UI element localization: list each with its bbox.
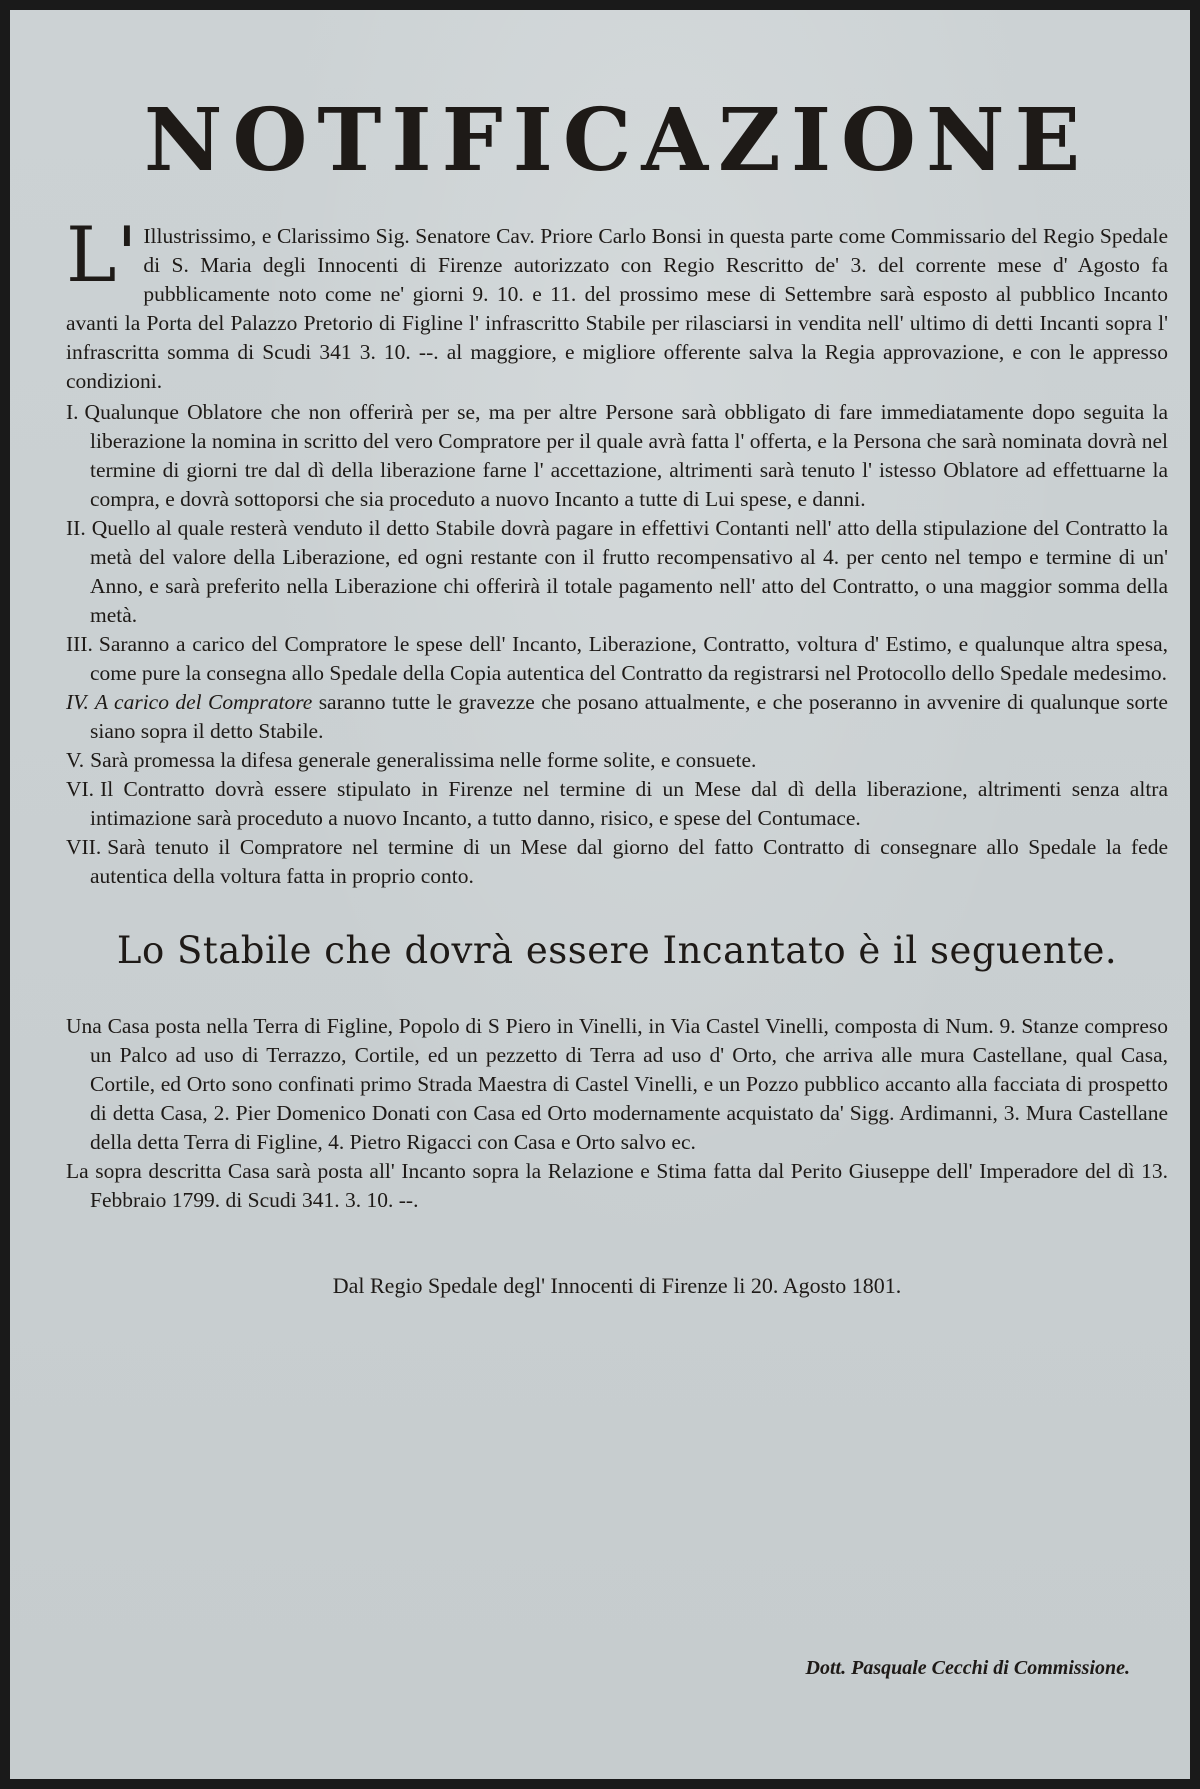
- condition-italic-lead: A carico del Compratore: [94, 690, 313, 714]
- condition-number: VI.: [66, 777, 95, 801]
- condition-item: [66, 775, 1168, 833]
- dateline: Dal Regio Spedale degl' Innocenti di Firenze li 20. Agosto 1801.: [332, 1273, 902, 1298]
- condition-number: II.: [66, 516, 86, 540]
- condition-text: saranno tutte le gravezze che posano attualmente, e che poseranno in avvenire di qualunque sorte siano sopra il detto Stabile.: [90, 690, 1168, 743]
- intro-paragraph: [66, 210, 1168, 396]
- section-subheading: Lo Stabile che dovrà essere Incantato è il seguente.: [116, 929, 1118, 972]
- condition-item: [66, 398, 1168, 514]
- conditions-list: [66, 398, 1168, 891]
- document-title: NOTIFICAZIONE: [143, 90, 1091, 191]
- condition-text: Sarà tenuto il Compratore nel termine di un Mese dal giorno del fatto Contratto di consegnare allo Spedale la fede autentica della voltura fatta in proprio conto.: [90, 835, 1168, 888]
- condition-item: [66, 630, 1168, 688]
- condition-text: Saranno a carico del Compratore le spese dell' Incanto, Liberazione, Contratto, voltura d' Estimo, e qualunque altra spesa, come pure la consegna allo Spedale della Copia autentica del Contratto da registrarsi nel Protocollo dello Spedale medesimo.: [90, 632, 1168, 685]
- condition-number: VII.: [66, 835, 102, 859]
- condition-text: Sarà promessa la difesa generale generalissima nelle forme solite, e consuete.: [90, 748, 757, 772]
- condition-number: I.: [66, 400, 79, 424]
- condition-item: [66, 514, 1168, 630]
- condition-text: Qualunque Oblatore che non offerirà per se, ma per altre Persone sarà obbligato di fare immediatamente dopo seguita la liberazione la nomina in scritto del vero Compratore per il quale avrà fatta l' offerta, e la Persona che sarà nominata dovrà nel termine di giorni tre dal dì della liberazione farne l' accettazione, altrimenti sarà tenuto l' istesso Oblatore ad effettuarne la compra, e dovrà sottoporsi che sia proceduto a nuovo Incanto a tutte di Lui spese, e danni.: [84, 400, 1168, 511]
- drop-cap: L': [66, 210, 138, 299]
- property-description: Una Casa posta nella Terra di Figline, Popolo di S Piero in Vinelli, in Via Castel Vinelli, composta di Num. 9. Stanze compreso un Palco ad uso di Terrazzo, Cortile, ed un pezzetto di Terra ad uso d' Orto, che arriva alle mura Castellane, qual Casa, Cortile, ed Orto sono confinati primo Strada Maestra di Castel Vinelli, e un Pozzo pubblico accanto alla facciata di prospetto di detta Casa, 2. Pier Domenico Donati con Casa ed Orto modernamente acquistato da' Sigg. Ardimanni, 3. Mura Castellane della detta Terra di Figline, 4. Pietro Rigacci con Casa e Orto salvo ec.: [66, 1014, 1168, 1154]
- document-body: [66, 70, 1168, 1299]
- document-sheet: [10, 10, 1190, 1779]
- condition-number: III.: [66, 632, 93, 656]
- intro-text: Illustrissimo, e Clarissimo Sig. Senatore Cav. Priore Carlo Bonsi in questa parte come Commissario del Regio Spedale di S. Maria degli Innocenti di Firenze autorizzato con Regio Rescritto de' 3. del corrente mese d' Agosto fa pubblicamente noto come ne' giorni 9. 10. e 11. del prossimo mese di Settembre sarà esposto al pubblico Incanto avanti la Porta del Palazzo Pretorio di Figline l' infrascritto Stabile per rilasciarsi in vendita nell' ultimo di detti Incanti sopra l' infrascritta somma di Scudi 341 3. 10. --. al maggiore, e migliore offerente salva la Regia approvazione, e con le appresso condizioni.: [66, 224, 1168, 393]
- condition-text: Quello al quale resterà venduto il detto Stabile dovrà pagare in effettivi Contanti nell' atto della stipulazione del Contratto la metà del valore della Liberazione, ed ogni restante con il frutto recompensativo al 4. per cento nel tempo e termine di un' Anno, e sarà preferito nella Liberazione chi offerirà il totale pagamento nell' atto del Contratto, o una maggior somma della metà.: [90, 516, 1168, 627]
- valuation-paragraph: La sopra descritta Casa sarà posta all' Incanto sopra la Relazione e Stima fatta dal Perito Giuseppe dell' Imperadore del dì 13. Febbraio 1799. di Scudi 341. 3. 10. --.: [66, 1159, 1168, 1212]
- condition-number: V.: [66, 748, 85, 772]
- condition-item: [66, 833, 1168, 891]
- property-section: [66, 1012, 1168, 1215]
- signature: Dott. Pasquale Cecchi di Commissione.: [805, 1657, 1130, 1679]
- condition-item: [66, 688, 1168, 746]
- condition-item: [66, 746, 1168, 775]
- condition-number: IV.: [66, 690, 89, 714]
- condition-text: Il Contratto dovrà essere stipulato in Firenze nel termine di un Mese dal dì della liberazione, altrimenti senza altra intimazione sarà proceduto a nuovo Incanto, a tutto danno, risico, e spese del Contumace.: [90, 777, 1168, 830]
